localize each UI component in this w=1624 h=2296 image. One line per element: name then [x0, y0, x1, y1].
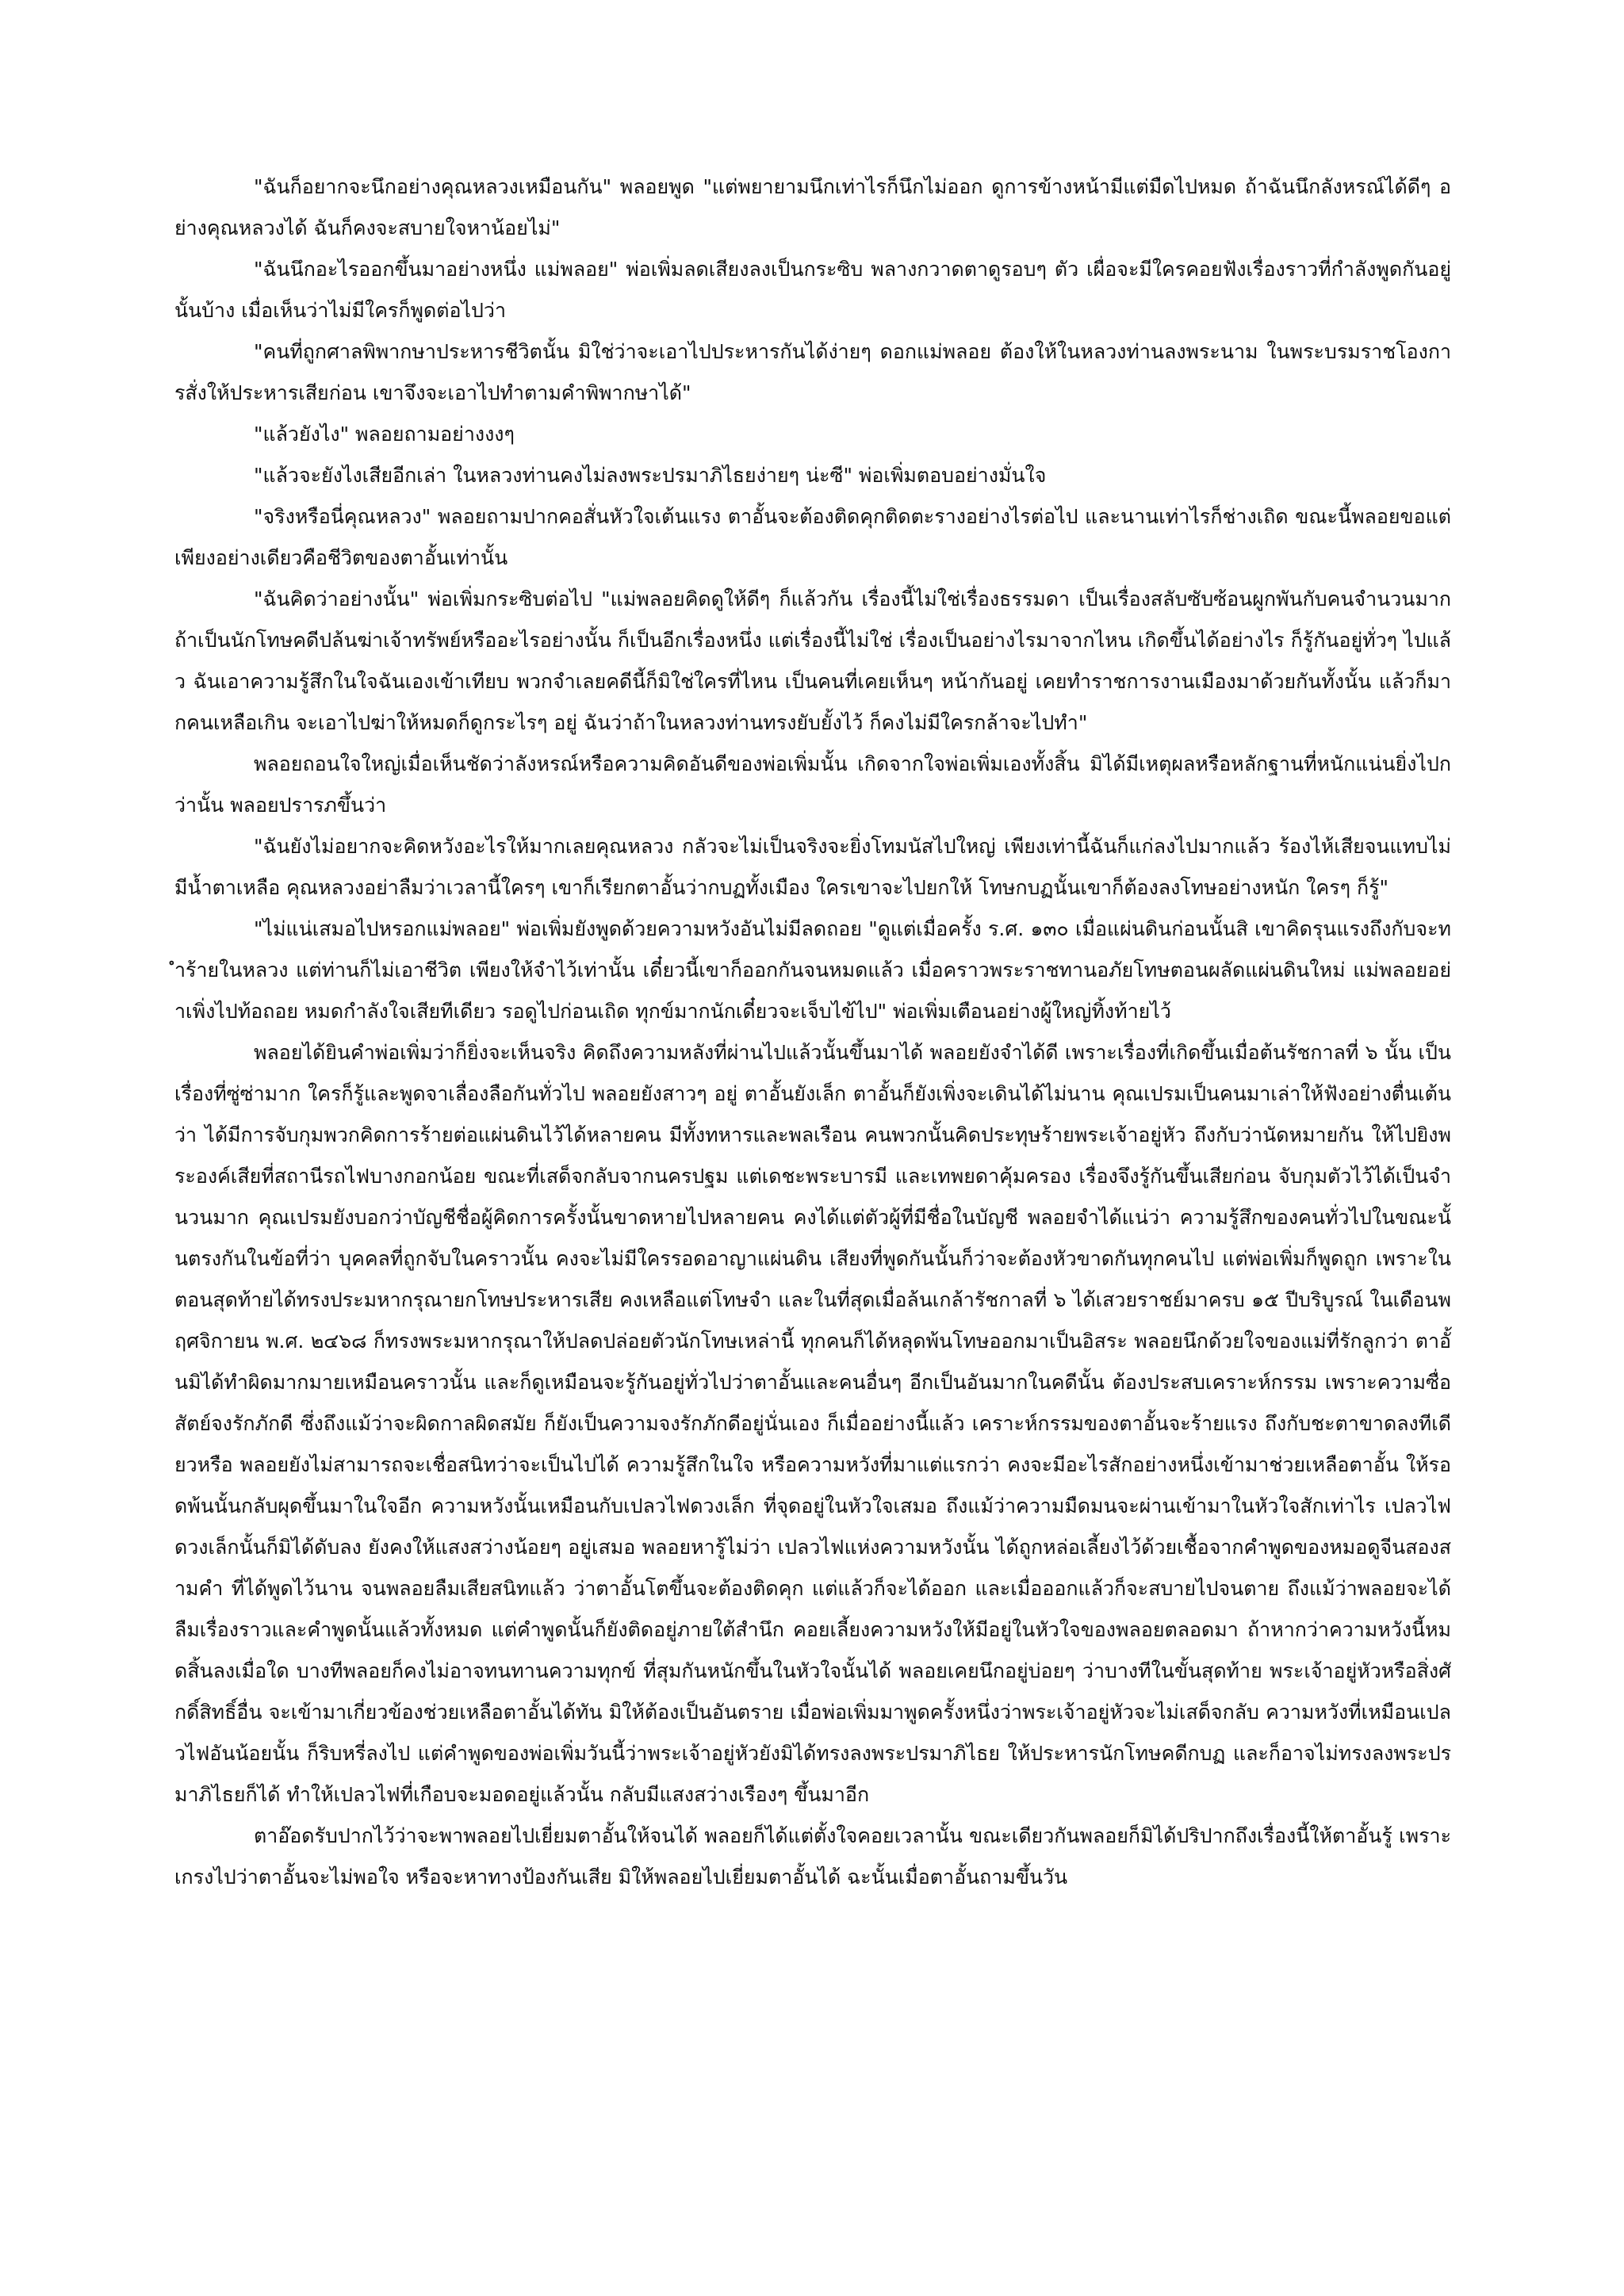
paragraph-6: "จริงหรือนี่คุณหลวง" พลอยถามปากคอสั่นหัวใจเต้นแรง ตาอั้นจะต้องติดคุกติดตะรางอย่างไรต่อไป และนานเท่าไรก็ช่างเถิด ขณะนี้พลอยขอแต่เพียงอย่างเดียวคือชีวิตของตาอั้นเท่านั้น	[174, 505, 1451, 569]
paragraph-10: "ไม่แน่เสมอไปหรอกแม่พลอย" พ่อเพิ่มยังพูดด้วยความหวังอันไม่มีลดถอย "ดูแต่เมื่อครั้ง ร.ศ. ๑๓๐ เมื่อแผ่นดินก่อนนั้นสิ เขาคิดรุนแรงถึงกับจะทำร้ายในหลวง แต่ท่านก็ไม่เอาชีวิต เพียงให้จำไว้เท่านั้น เดี๋ยวนี้เขาก็ออกกันจนหมดแล้ว เมื่อคราวพระราชทานอภัยโทษตอนผลัดแผ่นดินใหม่ แม่พลอยอย่าเพิ่งไปท้อถอย หมดกำลังใจเสียทีเดียว รอดูไปก่อนเถิด ทุกข์มากนักเดี๋ยวจะเจ็บไข้ไป" พ่อเพิ่มเตือนอย่างผู้ใหญ่ทิ้งท้ายไว้	[174, 917, 1451, 1023]
paragraph-3: "คนที่ถูกศาลพิพากษาประหารชีวิตนั้น มิใช่ว่าจะเอาไปประหารกันได้ง่ายๆ ดอกแม่พลอย ต้องให้ในหลวงท่านลงพระนาม ในพระบรมราชโองการสั่งให้ประหารเสียก่อน เขาจึงจะเอาไปทำตามคำพิพากษาได้"	[174, 340, 1451, 404]
paragraph-9: "ฉันยังไม่อยากจะคิดหวังอะไรให้มากเลยคุณหลวง กลัวจะไม่เป็นจริงจะยิ่งโทมนัสไปใหญ่ เพียงเท่านี้ฉันก็แก่ลงไปมากแล้ว ร้องไห้เสียจนแทบไม่มีน้ำตาเหลือ คุณหลวงอย่าลืมว่าเวลานี้ใครๆ เขาก็เรียกตาอั้นว่ากบฏทั้งเมือง ใครเขาจะไปยกให้ โทษกบฏนั้นเขาก็ต้องลงโทษอย่างหนัก ใครๆ ก็รู้"	[174, 835, 1451, 899]
paragraph-2: "ฉันนึกอะไรออกขึ้นมาอย่างหนึ่ง แม่พลอย" พ่อเพิ่มลดเสียงลงเป็นกระซิบ พลางกวาดตาดูรอบๆ ตัว เผื่อจะมีใครคอยฟังเรื่องราวที่กำลังพูดกันอยู่นั้นบ้าง เมื่อเห็นว่าไม่มีใครก็พูดต่อไปว่า	[174, 258, 1451, 322]
paragraph-12: ตาอ๊อดรับปากไว้ว่าจะพาพลอยไปเยี่ยมตาอั้นให้จนได้ พลอยก็ได้แต่ตั้งใจคอยเวลานั้น ขณะเดียวกันพลอยก็มิได้ปริปากถึงเรื่องนี้ให้ตาอั้นรู้ เพราะเกรงไปว่าตาอั้นจะไม่พอใจ หรือจะหาทางป้องกันเสีย มิให้พลอยไปเยี่ยมตาอั้นได้ ฉะนั้นเมื่อตาอั้นถามขึ้นวัน	[174, 1824, 1451, 1888]
paragraph-5: "แล้วจะยังไงเสียอีกเล่า ในหลวงท่านคงไม่ลงพระปรมาภิไธยง่ายๆ น่ะซี" พ่อเพิ่มตอบอย่างมั่นใจ	[254, 464, 1047, 487]
paragraph-1: "ฉันก็อยากจะนึกอย่างคุณหลวงเหมือนกัน" พลอยพูด "แต่พยายามนึกเท่าไรก็นึกไม่ออก ดูการข้างหน้ามีแต่มืดไปหมด ถ้าฉันนึกลังหรณ์ได้ดีๆ อย่างคุณหลวงได้ ฉันก็คงจะสบายใจหาน้อยไม่"	[174, 175, 1451, 239]
paragraph-7: "ฉันคิดว่าอย่างนั้น" พ่อเพิ่มกระซิบต่อไป "แม่พลอยคิดดูให้ดีๆ ก็แล้วกัน เรื่องนี้ไม่ใช่เรื่องธรรมดา เป็นเรื่องสลับซับซ้อนผูกพันกับคนจำนวนมาก ถ้าเป็นนักโทษคดีปล้นฆ่าเจ้าทรัพย์หรืออะไรอย่างนั้น ก็เป็นอีกเรื่องหนึ่ง แต่เรื่องนี้ไม่ใช่ เรื่องเป็นอย่างไรมาจากไหน เกิดขึ้นได้อย่างไร ก็รู้กันอยู่ทั่วๆ ไปแล้ว ฉันเอาความรู้สึกในใจฉันเองเข้าเทียบ พวกจำเลยคดีนี้ก็มิใช่ใครที่ไหน เป็นคนที่เคยเห็นๆ หน้ากันอยู่ เคยทำราชการงานเมืองมาด้วยกันทั้งนั้น แล้วก็มากคนเหลือเกิน จะเอาไปฆ่าให้หมดก็ดูกระไรๆ อยู่ ฉันว่าถ้าในหลวงท่านทรงยับยั้งไว้ ก็คงไม่มีใครกล้าจะไปทำ"	[174, 587, 1451, 734]
paragraph-11: พลอยได้ยินคำพ่อเพิ่มว่าก็ยิ่งจะเห็นจริง คิดถึงความหลังที่ผ่านไปแล้วนั้นขึ้นมาได้ พลอยยังจำได้ดี เพราะเรื่องที่เกิดขึ้นเมื่อต้นรัชกาลที่ ๖ นั้น เป็นเรื่องที่ซู่ซ่ามาก ใครก็รู้และพูดจาเลื่องลือกันทั่วไป พลอยยังสาวๆ อยู่ ตาอั้นยังเล็ก ตาอั้นก็ยังเพิ่งจะเดินได้ไม่นาน คุณเปรมเป็นคนมาเล่าให้ฟังอย่างตื่นเต้นว่า ได้มีการจับกุมพวกคิดการร้ายต่อแผ่นดินไว้ได้หลายคน มีทั้งทหารและพลเรือน คนพวกนั้นคิดประทุษร้ายพระเจ้าอยู่หัว ถึงกับว่านัดหมายกัน ให้ไปยิงพระองค์เสียที่สถานีรถไฟบางกอกน้อย ขณะที่เสด็จกลับจากนครปฐม แต่เดชะพระบารมี และเทพยดาคุ้มครอง เรื่องจึงรู้กันขึ้นเสียก่อน จับกุมตัวไว้ได้เป็นจำนวนมาก คุณเปรมยังบอกว่าบัญชีชื่อผู้คิดการครั้งนั้นขาดหายไปหลายคน คงได้แต่ตัวผู้ที่มีชื่อในบัญชี พลอยจำได้แน่ว่า ความรู้สึกของคนทั่วไปในขณะนั้นตรงกันในข้อที่ว่า บุคคลที่ถูกจับในคราวนั้น คงจะไม่มีใครรอดอาญาแผ่นดิน เสียงที่พูดกันนั้นก็ว่าจะต้องหัวขาดกันทุกคนไป แต่พ่อเพิ่มก็พูดถูก เพราะในตอนสุดท้ายได้ทรงประมหากรุณายกโทษประหารเสีย คงเหลือแต่โทษจำ และในที่สุดเมื่อล้นเกล้ารัชกาลที่ ๖ ได้เสวยราชย์มาครบ ๑๕ ปีบริบูรณ์ ในเดือนพฤศจิกายน พ.ศ. ๒๔๖๘ ก็ทรงพระมหากรุณาให้ปลดปล่อยตัวนักโทษเหล่านี้ ทุกคนก็ได้หลุดพ้นโทษออกมาเป็นอิสระ พลอยนึกด้วยใจของแม่ที่รักลูกว่า ตาอั้นมิได้ทำผิดมากมายเหมือนคราวนั้น และก็ดูเหมือนจะรู้กันอยู่ทั่วไปว่าตาอั้นและคนอื่นๆ อีกเป็นอันมากในคดีนั้น ต้องประสบเคราะห์กรรม เพราะความซื่อสัตย์จงรักภักดี ซึ่งถึงแม้ว่าจะผิดกาลผิดสมัย ก็ยังเป็นความจงรักภักดีอยู่นั่นเอง ก็เมื่ออย่างนี้แล้ว เคราะห์กรรมของตาอั้นจะร้ายแรง ถึงกับชะตาขาดลงทีเดียวหรือ พลอยยังไม่สามารถจะเชื่อสนิทว่าจะเป็นไปได้ ความรู้สึกในใจ หรือความหวังที่มาแต่แรกว่า คงจะมีอะไรสักอย่างหนึ่งเข้ามาช่วยเหลือตาอั้น ให้รอดพ้นนั้นกลับผุดขึ้นมาในใจอีก ความหวังนั้นเหมือนกับเปลวไฟดวงเล็ก ที่จุดอยู่ในหัวใจเสมอ ถึงแม้ว่าความมืดมนจะผ่านเข้ามาในหัวใจสักเท่าไร เปลวไฟดวงเล็กนั้นก็มิได้ดับลง ยังคงให้แสงสว่างน้อยๆ อยู่เสมอ พลอยหารู้ไม่ว่า เปลวไฟแห่งความหวังนั้น ได้ถูกหล่อเลี้ยงไว้ด้วยเชื้อจากคำพูดของหมอดูจีนสองสามคำ ที่ได้พูดไว้นาน จนพลอยลืมเสียสนิทแล้ว ว่าตาอั้นโตขึ้นจะต้องติดคุก แต่แล้วก็จะได้ออก และเมื่อออกแล้วก็จะสบายไปจนตาย ถึงแม้ว่าพลอยจะได้ลืมเรื่องราวและคำพูดนั้นแล้วทั้งหมด แต่คำพูดนั้นก็ยังติดอยู่ภายใต้สำนึก คอยเลี้ยงความหวังให้มีอยู่ในหัวใจของพลอยตลอดมา ถ้าหากว่าความหวังนี้หมดสิ้นลงเมื่อใด บางทีพลอยก็คงไม่อาจทนทานความทุกข์ ที่สุมกันหนักขึ้นในหัวใจนั้นได้ พลอยเคยนึกอยู่บ่อยๆ ว่าบางทีในขั้นสุดท้าย พระเจ้าอยู่หัวหรือสิ่งศักดิ์สิทธิ์อื่น จะเข้ามาเกี่ยวข้องช่วยเหลือตาอั้นได้ทัน มิให้ต้องเป็นอันตราย เมื่อพ่อเพิ่มมาพูดครั้งหนึ่งว่าพระเจ้าอยู่หัวจะไม่เสด็จกลับ ความหวังที่เหมือนเปลวไฟอันน้อยนั้น ก็ริบหรี่ลงไป แต่คำพูดของพ่อเพิ่มวันนี้ว่าพระเจ้าอยู่หัวยังมิได้ทรงลงพระปรมาภิไธย ให้ประหารนักโทษคดีกบฏ และก็อาจไม่ทรงลงพระปรมาภิไธยก็ได้ ทำให้เปลวไฟที่เกือบจะมอดอยู่แล้วนั้น กลับมีแสงสว่างเรืองๆ ขึ้นมาอีก	[174, 1041, 1451, 1806]
document-page	[174, 166, 1451, 1898]
paragraph-4: "แล้วยังไง" พลอยถามอย่างงงๆ	[254, 423, 515, 446]
paragraph-8: พลอยถอนใจใหญ่เมื่อเห็นชัดว่าลังหรณ์หรือความคิดอันดีของพ่อเพิ่มนั้น เกิดจากใจพ่อเพิ่มเองทั้งสิ้น มิได้มีเหตุผลหรือหลักฐานที่หนักแน่นยิ่งไปกว่านั้น พลอยปรารภขึ้นว่า	[174, 752, 1451, 817]
